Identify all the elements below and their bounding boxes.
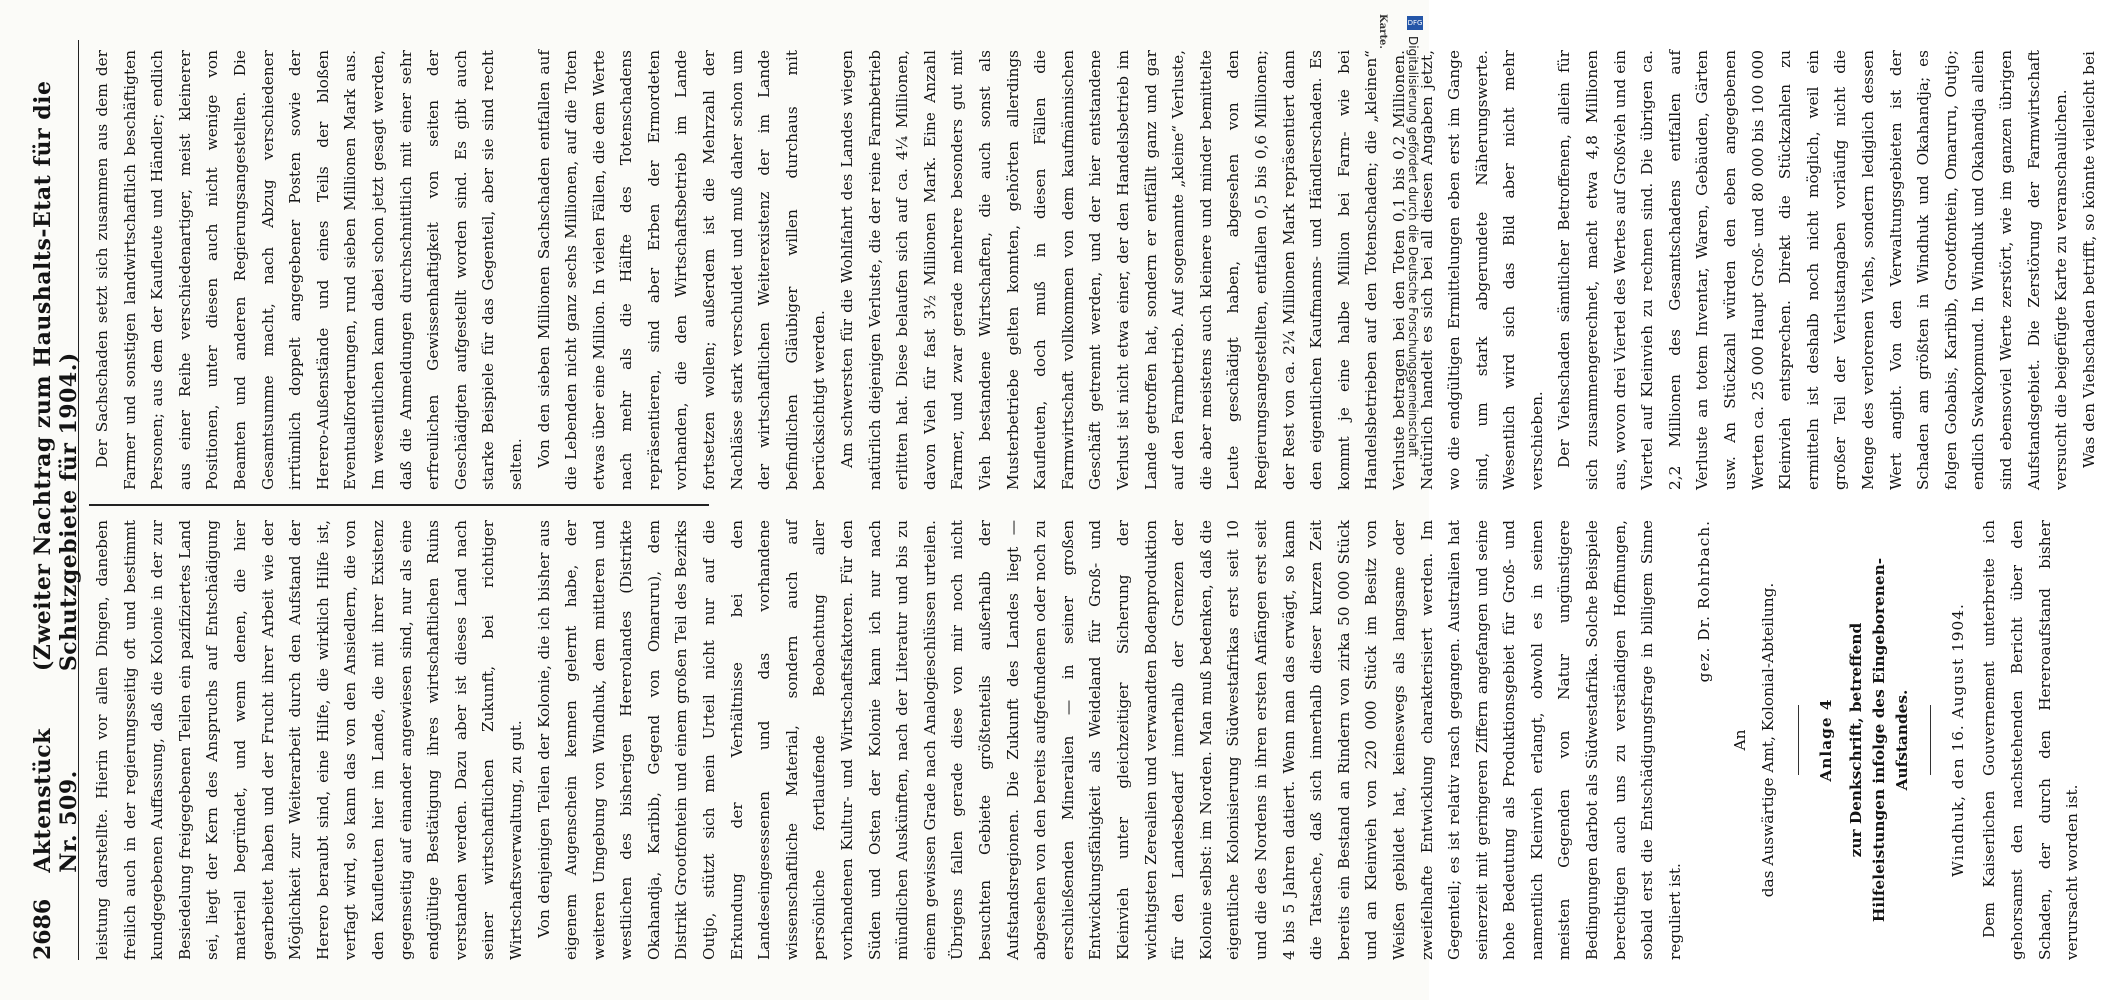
column-rule bbox=[89, 505, 709, 507]
paragraph: Von denjenigen Teilen der Kolonie, die ich bisher aus eigenem Augenschein kennen gelernt habe, der weiteren Umgebung von Windhuk, dem mittleren und westlichen des bisherigen Hererolandes (Distrikte Okahandja, Karibib, Gegend von Omaruru), dem Distrikt Grootfontein und einem großen Teil des Bezirks Outjo, stützt sich mein Urteil nicht nur auf die Erkundung der Verhältnisse bei den Landeseingesessenen und das vorhandene wissenschaftliche Material, sondern auch auf persönliche fortlaufende Beobachtung aller vorhandenen Kultur- und Wirtschaftsfaktoren. Für den Süden und Osten der Kolonie kann ich nur nach mündlichen Auskünften, nach der Literatur und bis zu einem gewissen Grade nach Analogieschlüssen urteilen. Übrigens fallen gerade diese von mir noch nicht besuchten Gebiete größtenteils außerhalb der Aufstandsregionen. Die Zukunft des Landes liegt — abgesehen von den bereits aufgefundenen oder noch zu erschließenden Mineralien — in seiner großen Entwicklungsfähigkeit als Weideland für Groß- und Kleinvieh unter gleichzeitiger Sicherung der wichtigsten Zerealien und verwandten Bodenproduktion für den Landesbedarf innerhalb der Grenzen der Kolonie selbst: im Norden. Man muß bedenken, daß die eigentliche Kolonisierung Südwestafrikas erst seit 10 und die des Nordens in ihren ersten Anfängen erst seit 4 bis 5 Jahren datiert. Wenn man das erwägt, so kann die Tatsache, daß sich innerhalb dieser kurzen Zeit bereits ein Bestand an Rindern von zirka 50 000 Stück und an Kleinvieh von 220 000 Stück im Besitz von Weißen gebildet hat, keineswegs als langsame oder zweifelhafte Entwicklung charakterisiert werden. Im Gegenteil; es ist relativ rasch gegangen. Australien hat seinerzeit mit geringeren Ziffern angefangen und seine hohe Bedeutung als Produktionsgebiet für Groß- und namentlich Kleinvieh erlangt, obwohl es in seinen meisten Gegenden von Natur ungünstigere Bedingungen darbot als Südwestafrika. Solche Beispiele berechtigen auch uns zu verständigen Hoffnungen, sobald erst die Entschädigungsfrage in billigem Sinne reguliert ist. bbox=[534, 520, 1684, 960]
document-reference: Aktenstück Nr. 509. bbox=[30, 728, 82, 873]
paragraph: Der Viehschaden sämtlicher Betroffenen, allein für sich zusammengerechnet, macht etwa 4,8 Millionen aus, wovon drei Viertel des Wertes auf Großvieh und ein Viertel auf Kleinvieh zu rechnen sind. Die übrigen ca. 2,2 Millionen des Gesamtschadens entfallen auf Verluste an totem Inventar, Waren, Gebäuden, Gärten usw. An Stückzahl würden den eben angegebenen Werten ca. 25 000 Haupt Groß- und 80 000 bis 100 000 Kleinvieh entsprechen. Direkt die Stückzahlen zu ermitteln ist deshalb noch nicht möglich, weil ein großer Teil der Verlustangaben vorläufig nicht die Menge des verlorenen Viehs, sondern lediglich dessen Wert angibt. Von den Verwaltungsgebieten ist der Schaden am größten in Windhuk und Okahandja; es folgen Gobabis, Karibib, Grootfontein, Omaruru, Outjo; endlich Swakopmund. In Windhuk und Okahandja allein sind ebensoviel Werte zerstört, wie im ganzen übrigen Aufstandsgebiet. Die Zerstörung der Farmwirtschaft versucht die beigefügte Karte zu veranschaulichen. bbox=[1555, 50, 2071, 490]
signature: gez. Dr. Rohrbach. bbox=[1695, 520, 1714, 683]
paragraph: Am schwersten für die Wohlfahrt des Landes wiegen natürlich diejenigen Verluste, die der reine Farmbetrieb erlitten hat. Diese belaufen sich auf ca. 4¼ Millionen, davon Vieh für fast 3½ Millionen Mark. Eine Anzahl Farmer, und zwar gerade mehrere besonders gut mit Vieh bestandene Wirtschaften, die auch sonst als Musterbetriebe gelten konnten, gehörten allerdings Kaufleuten, doch muß in diesen Fällen die Farmwirtschaft vollkommen von dem kaufmännischen Geschäft getrennt werden, und der hier entstandene Verlust ist nicht etwa einer, der den Handelsbetrieb im Lande getroffen hat, sondern er entfällt ganz und gar auf den Farmbetrieb. Auf sogenannte „kleine“ Verluste, die aber meistens auch kleinere und minder bemittelte Leute geschädigt haben, abgesehen von den Regierungsangestellten, entfallen 0,5 bis 0,6 Millionen; der Rest von ca. 2¼ Millionen Mark repräsentiert dann den eigentlichen Kaufmanns- und Händlerschaden. Es kommt je eine halbe Million bei Farm- wie bei Handelsbetrieben auf den Totenschaden; die „kleinen“ Verluste betragen bei den Toten 0,1 bis 0,2 Millionen. Natürlich handelt es sich bei all diesen Angaben jetzt, wo die endgültigen Ermittelungen eben erst im Gange sind, um stark abgerundete Näherungswerte. Wesentlich wird sich das Bild aber nicht mehr verschieben. bbox=[838, 50, 1546, 490]
paragraph: Was den Viehschaden betrifft, so könnte vielleicht bei bbox=[2079, 51, 2098, 468]
divider bbox=[1930, 705, 1931, 775]
page-number: 2686 bbox=[30, 898, 56, 960]
paragraph: leistung darstellte. Hierin vor allen Dingen, daneben freilich auch in der regierungsseitig oft und bestimmt kundgegebenen Auffassung, daß die Kolonie in der zur Besiedelung freigegebenen Teilen ein pazifiziertes Land sei, liegt der Kern des Anspruchs auf Entschädigung materiell begründet, und wenn denen, die hier gearbeitet haben und der Frucht ihrer Arbeit wie der Möglichkeit zur Weiterarbeit durch den Aufstand der Herero beraubt sind, eine Hilfe, die wirklich Hilfe ist, verfagt wird, so kann das von den Ansiedlern, die von den Kaufleuten hier im Lande, die mit ihrer Existenz gegenseitig auf einander angewiesen sind, nur als eine endgültige Bestätigung ihres wirtschaftlichen Ruins verstanden werden. Dazu aber ist dieses Land nach seiner wirtschaftlichen Zukunft, bei richtiger Wirtschaftsverwaltung, zu gut. bbox=[93, 520, 525, 960]
dateline: Windhuk, den 16. August 1904. bbox=[1948, 603, 1967, 877]
annex-label: Anlage 4 bbox=[1817, 698, 1836, 782]
annex-title: zur Denkschrift, betreffend Hilfeleistungen infolge des Eingeborenen-Aufstandes. bbox=[1846, 557, 1911, 923]
addressee-name: das Auswärtige Amt, Kolonial-Abteilung. bbox=[1758, 582, 1777, 898]
page-header bbox=[30, 40, 82, 960]
divider bbox=[1798, 705, 1799, 775]
paragraph: Dem Kaiserlichen Gouvernement unterbreite ich gehorsamst den nachstehenden Bericht über den Schaden, der durch den Hereroaufstand bisher verursacht worden ist. bbox=[1980, 520, 2082, 960]
digitization-credit: Digitalisierung gefördert durch die Deutsche Forschungsgemeinschaft bbox=[1406, 36, 1420, 458]
paragraph: Der Sachschaden setzt sich zusammen aus dem der Farmer und sonstigen landwirtschaftlich beschäftigten Personen; aus dem der Kaufleute und Händler; endlich aus einer Reihe verschiedenartiger, meist kleinerer Positionen, unter diesen auch nicht wenige von Beamten und anderen Regierungsangestellten. Die Gesamtsumme macht, nach Abzug verschiedener irrtümlich doppelt angegebener Posten sowie der Herero-Außenstände und eines Teils der bloßen Eventualforderungen, rund sieben Millionen Mark aus. Im wesentlichen kann dabei schon jetzt gesagt werden, daß die Anmeldungen durchschnittlich mit einer sehr erfreulichen Gewissenhaftigkeit von seiten der Geschädigten aufgestellt worden sind. Es gibt auch starke Beispiele für das Gegenteil, aber sie sind recht selten. bbox=[93, 50, 525, 490]
addressee-to: An bbox=[1731, 729, 1750, 751]
running-title: (Zweiter Nachtrag zum Haushalts-Etat für die Schutzgebiete für 1904.) bbox=[30, 80, 82, 672]
paragraph: Von den sieben Millionen Sachschaden entfallen auf die Lebenden nicht ganz sechs Millionen, auf die Toten etwas über eine Million. In vielen Fällen, die dem Werte nach mehr als die Hälfte des Totenschadens repräsentieren, sind aber Erben der Ermordeten vorhanden, die den Wirtschaftsbetrieb im Lande fortsetzen wollen; außerdem ist die Mehrzahl der Nachlässe stark verschuldet und muß daher schon um der wirtschaftlichen Weiterexistenz der im Lande befindlichen Gläubiger willen durchaus mit berücksichtigt werden. bbox=[534, 50, 829, 490]
dfg-logo: DFG bbox=[1407, 16, 1423, 30]
margin-note: Karte. bbox=[1377, 14, 1388, 49]
left-column bbox=[89, 520, 2082, 960]
